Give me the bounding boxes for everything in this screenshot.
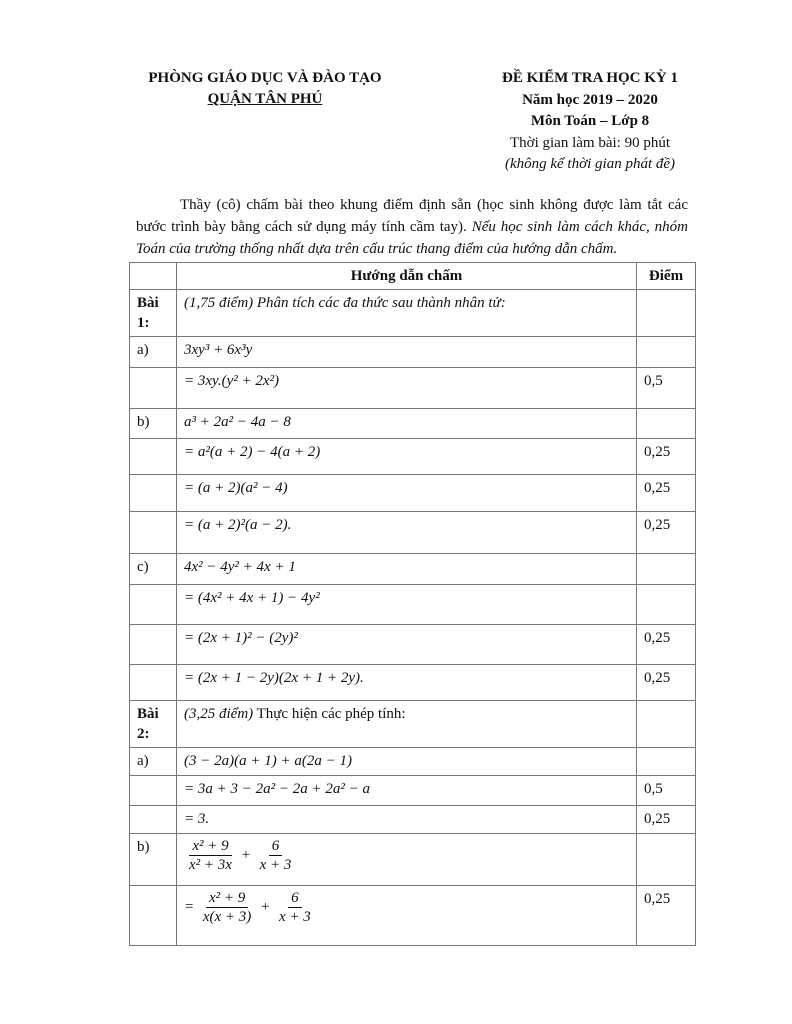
row-content: = (2x + 1 − 2y)(2x + 1 + 2y). (177, 665, 637, 701)
row-points: 0,25 (637, 625, 696, 665)
row-content: = (4x² + 4x + 1) − 4y² (177, 585, 637, 625)
table-row (130, 409, 696, 439)
fraction-expression: $\frac{\text{x² + 9}}{\text{x² + 3x}}$ + $\frac{6}{x + 3}$ (177, 834, 637, 886)
exam-header (470, 68, 710, 176)
instructions-text: Thầy (cô) chấm bài theo khung điểm định sẵn (học sinh không được làm tắt các bước trình bày bằng cách sử dụng máy tính cầm tay). (136, 197, 688, 235)
row-label (130, 806, 177, 834)
table-row (130, 625, 696, 665)
duration-note: (không kể thời gian phát đề) (504, 156, 676, 172)
table-row (130, 585, 696, 625)
row-points (637, 554, 696, 585)
row-label: b) (130, 834, 177, 886)
row-label (130, 585, 177, 625)
row-points (637, 337, 696, 368)
row-points (637, 701, 696, 748)
fraction-expression: = $\frac{\text{x² + 9}}{x(x + 3)}$ + $\frac{6}{x + 3}$ (177, 886, 637, 946)
row-label (130, 625, 177, 665)
row-points (637, 409, 696, 439)
grading-instructions (136, 194, 688, 260)
row-label: Bài 1: (130, 290, 177, 337)
table-row (130, 701, 696, 748)
problem-title: (3,25 điểm) Thực hiện các phép tính: (177, 701, 637, 748)
school-year: Năm học 2019 – 2020 (522, 91, 658, 108)
row-label: b) (130, 409, 177, 439)
row-label (130, 368, 177, 409)
row-content: a³ + 2a² − 4a − 8 (177, 409, 637, 439)
table-row (130, 806, 696, 834)
district-name: QUẬN TÂN PHÚ (207, 91, 323, 107)
row-content: = a²(a + 2) − 4(a + 2) (177, 439, 637, 475)
row-points (637, 834, 696, 886)
table-row (130, 776, 696, 806)
row-points: 0,25 (637, 512, 696, 554)
table-row (130, 665, 696, 701)
row-points: 0,25 (637, 806, 696, 834)
subject: Môn Toán – Lớp 8 (530, 113, 650, 129)
row-content: (3 − 2a)(a + 1) + a(2a − 1) (177, 748, 637, 776)
row-content: = (a + 2)(a² − 4) (177, 475, 637, 512)
row-points: 0,25 (637, 439, 696, 475)
row-label (130, 886, 177, 946)
table-row (130, 512, 696, 554)
row-label (130, 512, 177, 554)
fraction: $\frac{\text{x² + 9}}{x(x + 3)}$ (202, 890, 252, 925)
fraction: $\frac{6}{x + 3}$ (259, 838, 292, 873)
table-row (130, 475, 696, 512)
row-label: a) (130, 337, 177, 368)
row-points: 0,25 (637, 475, 696, 512)
row-content: = (2x + 1)² − (2y)² (177, 625, 637, 665)
row-label (130, 439, 177, 475)
row-points: 0,5 (637, 368, 696, 409)
row-content: 3xy³ + 6x³y (177, 337, 637, 368)
row-label (130, 475, 177, 512)
row-content: = 3xy.(y² + 2x²) (177, 368, 637, 409)
row-content: 4x² − 4y² + 4x + 1 (177, 554, 637, 585)
table-row (130, 834, 696, 886)
row-content: = (a + 2)²(a − 2). (177, 512, 637, 554)
table-row (130, 368, 696, 409)
header-points: Điểm (637, 263, 696, 290)
exam-title: ĐỀ KIỂM TRA HỌC KỲ 1 (502, 70, 678, 86)
row-points: 0,25 (637, 886, 696, 946)
header-blank (130, 263, 177, 290)
header-guide: Hướng dẫn chấm (177, 263, 637, 290)
row-points: 0,5 (637, 776, 696, 806)
duration: Thời gian làm bài: 90 phút (510, 134, 670, 151)
row-points: 0,25 (637, 665, 696, 701)
row-label: Bài 2: (130, 701, 177, 748)
instructions-italic: Nếu học sinh làm cách khác, nhóm Toán của trường thống nhất dựa trên cấu trúc thang điểm của hướng dẫn chấm. (136, 219, 688, 257)
table-row (130, 290, 696, 337)
table-row (130, 886, 696, 946)
table-row (130, 439, 696, 475)
row-points (637, 748, 696, 776)
table-row (130, 337, 696, 368)
row-points (637, 585, 696, 625)
grading-table (129, 262, 696, 946)
row-label: c) (130, 554, 177, 585)
department-header (130, 68, 400, 110)
table-header-row (130, 263, 696, 290)
fraction: $\frac{6}{x + 3}$ (278, 890, 311, 925)
table-row (130, 554, 696, 585)
row-label (130, 665, 177, 701)
problem-title: (1,75 điểm) Phân tích các đa thức sau thành nhân tử: (177, 290, 637, 337)
row-points (637, 290, 696, 337)
fraction: $\frac{\text{x² + 9}}{\text{x² + 3x}}$ (189, 838, 232, 873)
row-label (130, 776, 177, 806)
row-content: = 3. (177, 806, 637, 834)
department-name: PHÒNG GIÁO DỤC VÀ ĐÀO TẠO (148, 70, 382, 86)
table-row (130, 748, 696, 776)
row-content: = 3a + 3 − 2a² − 2a + 2a² − a (177, 776, 637, 806)
row-label: a) (130, 748, 177, 776)
